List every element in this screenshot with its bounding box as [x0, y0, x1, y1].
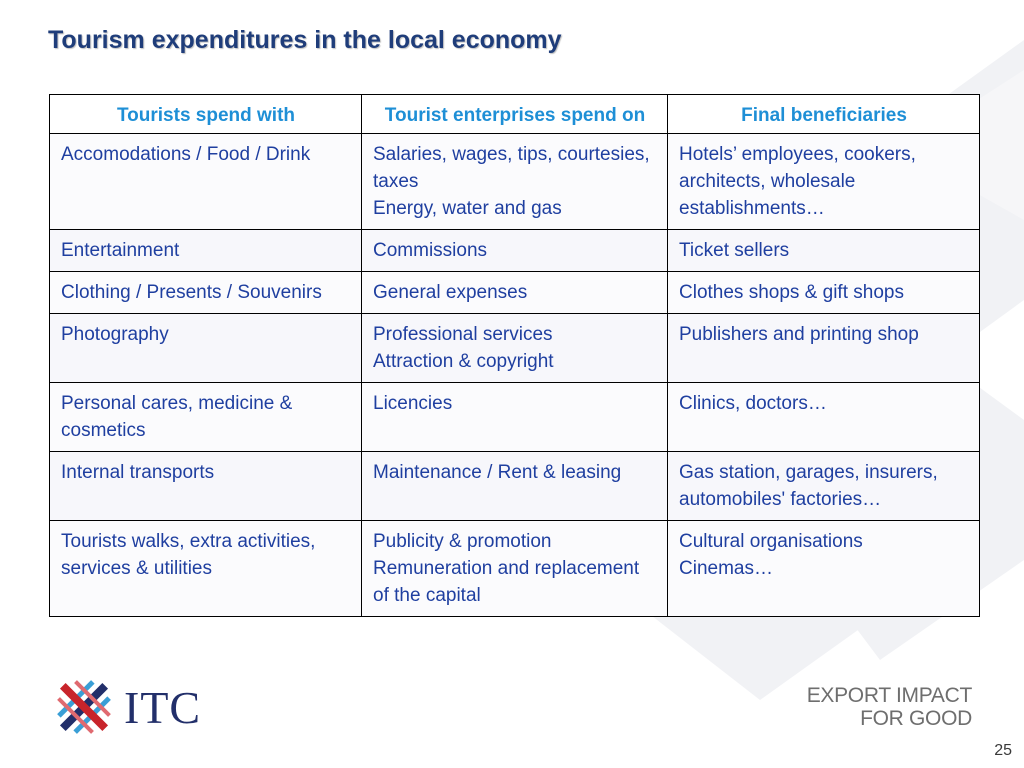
cell-enterprises-spend-on [362, 314, 668, 383]
cell-text-line: Salaries, wages, tips, courtesies, taxes [373, 144, 650, 192]
cell-final-beneficiaries [668, 521, 980, 617]
cell-text-line: Gas station, garages, insurers, automobiles' factories… [679, 462, 938, 510]
cell-final-beneficiaries [668, 230, 980, 272]
cell-final-beneficiaries [668, 452, 980, 521]
slide-title: Tourism expenditures in the local economy [48, 26, 562, 54]
cell-text-line: General expenses [373, 282, 528, 303]
cell-text-line: Clinics, doctors… [679, 393, 827, 414]
header-final-beneficiaries: Final beneficiaries [668, 95, 980, 134]
cell-tourists-spend-with [50, 452, 362, 521]
cell-tourists-spend-with [50, 521, 362, 617]
table-row [50, 452, 980, 521]
table-body [50, 134, 980, 617]
cell-enterprises-spend-on [362, 230, 668, 272]
cell-tourists-spend-with [50, 383, 362, 452]
cell-text-line: Maintenance / Rent & leasing [373, 462, 622, 483]
cell-final-beneficiaries [668, 383, 980, 452]
cell-text-line: Cinemas… [679, 558, 773, 579]
table-row [50, 272, 980, 314]
cell-text-line: Hotels’ employees, cookers, architects, wholesale establishments… [679, 144, 916, 219]
cell-tourists-spend-with [50, 230, 362, 272]
cell-text-line: Clothing / Presents / Souvenirs [61, 282, 322, 303]
itc-cross-logo-icon [52, 675, 116, 739]
cell-final-beneficiaries [668, 272, 980, 314]
tagline [807, 684, 972, 730]
table-row [50, 134, 980, 230]
table-row [50, 383, 980, 452]
cell-enterprises-spend-on [362, 272, 668, 314]
table-header [50, 95, 980, 134]
cell-text-line: Clothes shops & gift shops [679, 282, 904, 303]
cell-text-line: Professional services [373, 324, 553, 345]
cell-tourists-spend-with [50, 314, 362, 383]
tagline-line-2: FOR GOOD [860, 707, 972, 730]
table-row [50, 314, 980, 383]
cell-text-line: Attraction & copyright [373, 351, 554, 372]
cell-text-line: Commissions [373, 240, 488, 261]
cell-final-beneficiaries [668, 134, 980, 230]
table-row [50, 230, 980, 272]
cell-enterprises-spend-on [362, 452, 668, 521]
cell-enterprises-spend-on [362, 521, 668, 617]
table-row [50, 521, 980, 617]
cell-enterprises-spend-on [362, 383, 668, 452]
cell-text-line: Ticket sellers [679, 240, 790, 261]
cell-text-line: Cultural organisations [679, 531, 863, 552]
cell-text-line: Internal transports [61, 462, 215, 483]
page-number: 25 [994, 742, 1012, 759]
header-tourists-spend-with: Tourists spend with [50, 95, 362, 134]
cell-text-line: Licencies [373, 393, 453, 414]
cell-text-line: Accomodations / Food / Drink [61, 144, 311, 165]
cell-tourists-spend-with [50, 134, 362, 230]
cell-text-line: Entertainment [61, 240, 180, 261]
cell-text-line: Energy, water and gas [373, 198, 562, 219]
cell-text-line: Remuneration and replacement of the capital [373, 558, 640, 606]
cell-final-beneficiaries [668, 314, 980, 383]
cell-text-line: Photography [61, 324, 169, 345]
header-enterprises-spend-on: Tourist enterprises spend on [362, 95, 668, 134]
itc-logo [52, 672, 222, 742]
expenditures-table [49, 94, 980, 617]
cell-enterprises-spend-on [362, 134, 668, 230]
cell-text-line: Publicity & promotion [373, 531, 552, 552]
table-header-row [50, 95, 980, 134]
cell-text-line: Tourists walks, extra activities, services & utilities [61, 531, 316, 579]
itc-logo-text: ITC [124, 681, 202, 733]
cell-tourists-spend-with [50, 272, 362, 314]
tagline-line-1: EXPORT IMPACT [806, 684, 972, 707]
cell-text-line: Publishers and printing shop [679, 324, 919, 345]
cell-text-line: Personal cares, medicine & cosmetics [61, 393, 293, 441]
